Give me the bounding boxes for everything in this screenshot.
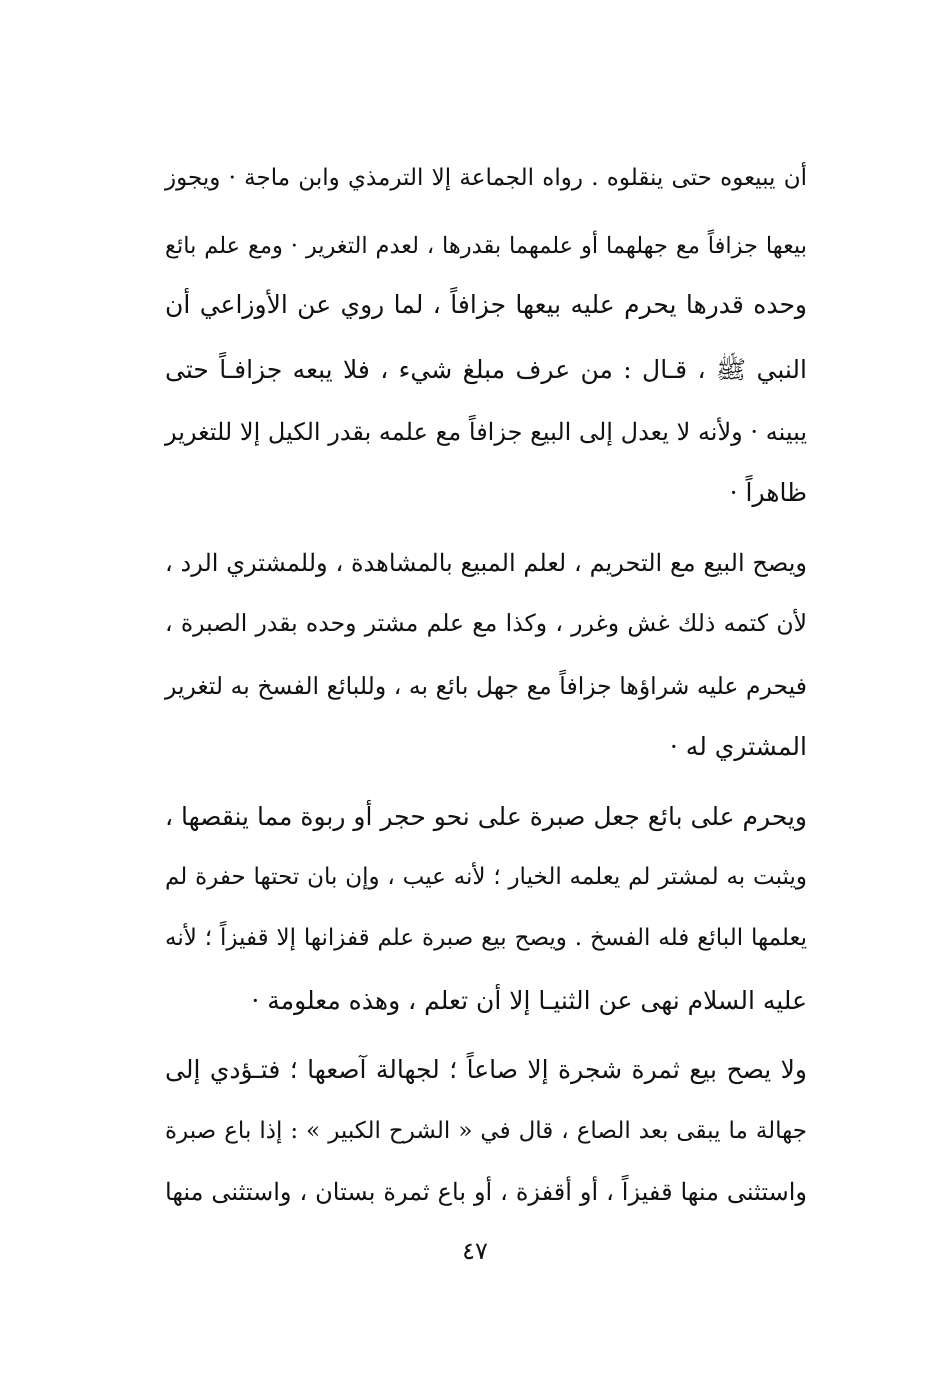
text-line: ظاهراً · (729, 478, 807, 507)
text-line: يعلمها البائع فله الفسخ . ويصح بيع صبرة علم قفزانها إلا قفيزاً ؛ لأنه (165, 925, 807, 951)
text-line: ولا يصح بيع ثمرة شجرة إلا صاعاً ؛ لجهالة آصعها ؛ فتـؤدي إلى (165, 1055, 807, 1084)
text-line: لأن كتمه ذلك غش وغرر ، وكذا مع علم مشتر وحده بقدر الصبرة ، (165, 609, 807, 637)
text-line: ويصح البيع مع التحريم ، لعلم المبيع بالمشاهدة ، وللمشتري الرد ، (165, 549, 808, 577)
text-line: بيعها جزافاً مع جهلهما أو علمهما بقدرها ، لعدم التغرير · ومع علم بائع (165, 233, 807, 259)
text-line: جهالة ما يبقى بعد الصاع ، قال في « الشرح الكبير » : إذا باع صبرة (165, 1118, 807, 1144)
text-line: ويثبت به لمشتر لم يعلمه الخيار ؛ لأنه عيب ، وإن بان تحتها حفرة لم (165, 864, 807, 890)
page-number: ٤٧ (462, 1237, 488, 1265)
text-line: فيحرم عليه شراؤها جزافاً مع جهل بائع به ، وللبائع الفسخ به لتغرير (165, 672, 807, 700)
text-line: أن يبيعوه حتى ينقلوه . رواه الجماعة إلا الترمذي وابن ماجة · ويجوز (165, 165, 807, 191)
text-line: المشتري له · (669, 732, 807, 761)
text-line: يبينه · ولأنه لا يعدل إلى البيع جزافاً مع علمه بقدر الكيل إلا للتغرير (165, 418, 808, 446)
text-line: النبي ﷺ ، قـال : من عرف مبلغ شيء ، فلا يبعه جزافـاً حتى (165, 355, 807, 384)
text-line: ويحرم على بائع جعل صبرة على نحو حجر أو ربوة مما ينقصها ، (165, 802, 807, 831)
text-line: واستثنى منها قفيزاً ، أو أقفزة ، أو باع ثمرة بستان ، واستثنى منها (165, 1178, 807, 1206)
text-line: وحده قدرها يحرم عليه بيعها جزافاً ، لما روي عن الأوزاعي أن (165, 290, 807, 319)
text-line: عليه السلام نهى عن الثنيـا إلا أن تعلم ، وهذه معلومة · (251, 986, 807, 1015)
